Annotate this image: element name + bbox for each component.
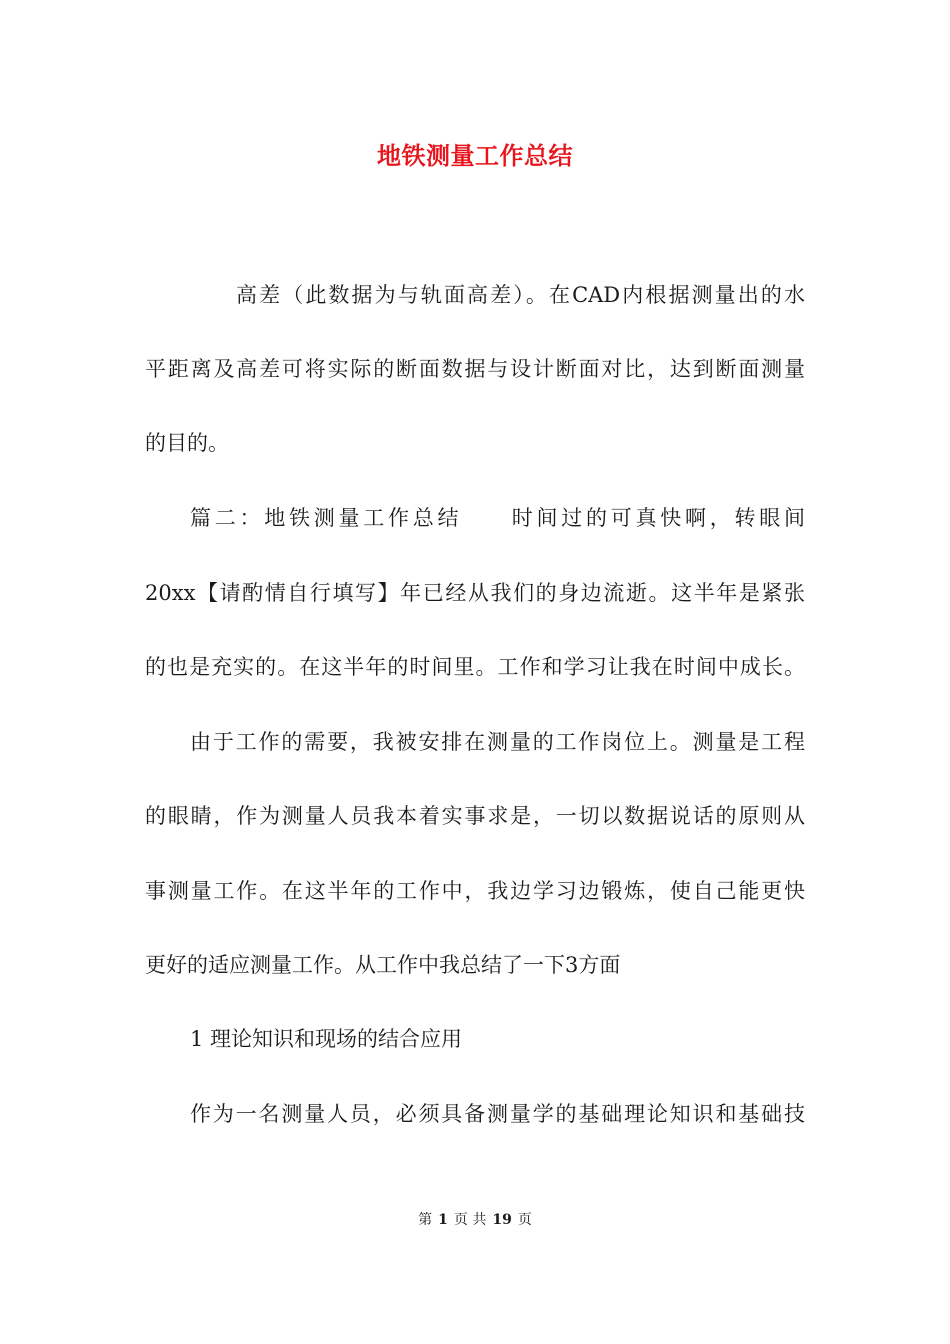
document-title: 地铁测量工作总结: [377, 142, 573, 170]
paragraph-line: 20xx【请酌情自行填写】年已经从我们的身边流逝。这半年是紧张: [145, 581, 805, 605]
footer-suffix: 页: [517, 1212, 532, 1228]
paragraph-line: 的目的。: [145, 431, 229, 455]
paragraph-line: 由于工作的需要，我被安排在测量的工作岗位上。测量是工程: [190, 730, 805, 754]
footer-prefix: 第: [418, 1212, 433, 1228]
paragraph-line: 作为一名测量人员，必须具备测量学的基础理论知识和基础技: [190, 1102, 805, 1126]
current-page-number: 1: [438, 1212, 448, 1228]
footer-middle: 页 共: [453, 1212, 487, 1228]
paragraph-line: 的眼睛，作为测量人员我本着实事求是，一切以数据说话的原则从: [145, 804, 805, 828]
paragraph-line: 平距离及高差可将实际的断面数据与设计断面对比，达到断面测量: [145, 357, 805, 381]
paragraph-line: 高差（此数据为与轨面高差）。在CAD内根据测量出的水: [236, 283, 805, 307]
total-pages-number: 19: [492, 1212, 512, 1228]
paragraph-line: 事测量工作。在这半年的工作中，我边学习边锻炼，使自己能更快: [145, 879, 805, 903]
paragraph-line: 更好的适应测量工作。从工作中我总结了一下3方面: [145, 953, 621, 977]
page-footer: [0, 1209, 950, 1229]
paragraph-line: 篇二：地铁测量工作总结 时间过的可真快啊，转眼间: [190, 506, 805, 530]
paragraph-line: 的也是充实的。在这半年的时间里。工作和学习让我在时间中成长。: [145, 655, 805, 679]
section-heading: 1 理论知识和现场的结合应用: [190, 1027, 463, 1051]
